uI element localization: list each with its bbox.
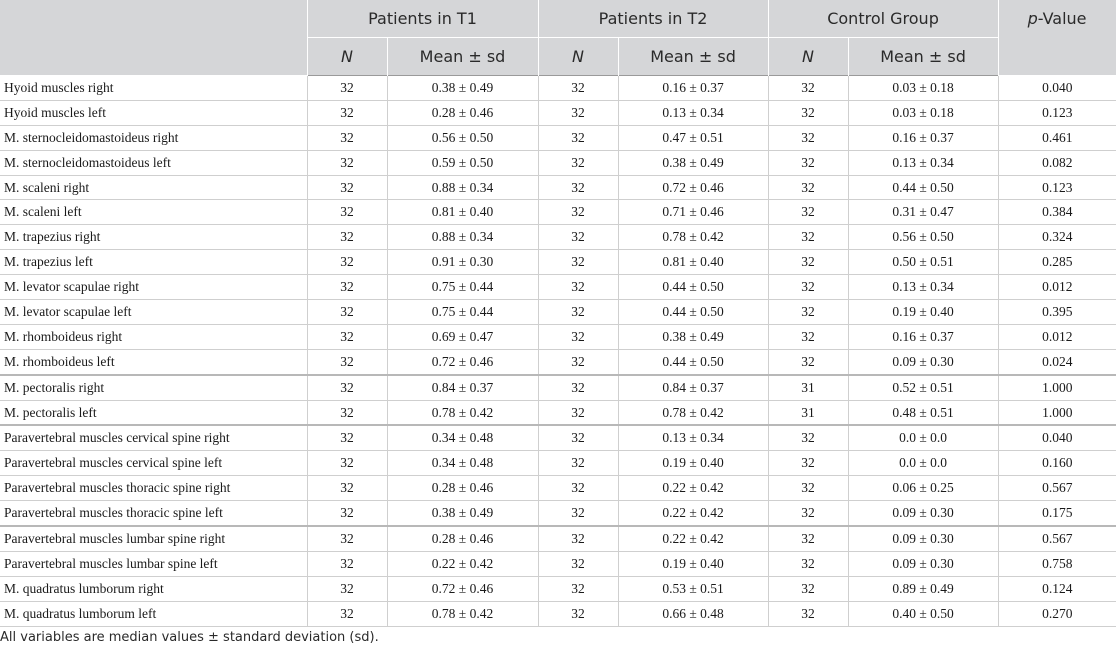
n-control: 32	[768, 100, 848, 125]
n-t2: 32	[538, 349, 618, 374]
n-control: 32	[768, 175, 848, 200]
row-label: M. sternocleidomastoideus right	[0, 125, 307, 150]
mean-control: 0.0 ± 0.0	[848, 425, 998, 450]
table-row	[0, 225, 1116, 250]
mean-control: 0.09 ± 0.30	[848, 526, 998, 551]
n-t2: 32	[538, 400, 618, 425]
row-label: Paravertebral muscles thoracic spine right	[0, 476, 307, 501]
n-t1: 32	[307, 425, 387, 450]
row-label: M. quadratus lumborum right	[0, 576, 307, 601]
n-control: 32	[768, 349, 848, 374]
mean-t1: 0.72 ± 0.46	[387, 349, 538, 374]
table-row	[0, 451, 1116, 476]
mean-t1: 0.75 ± 0.44	[387, 275, 538, 300]
mean-control: 0.40 ± 0.50	[848, 601, 998, 626]
n-t1: 32	[307, 200, 387, 225]
mean-t1: 0.69 ± 0.47	[387, 324, 538, 349]
mean-control: 0.16 ± 0.37	[848, 125, 998, 150]
mean-t1: 0.34 ± 0.48	[387, 425, 538, 450]
n-t2: 32	[538, 526, 618, 551]
header-group-t1: Patients in T1	[307, 0, 538, 38]
mean-control: 0.56 ± 0.50	[848, 225, 998, 250]
mean-t2: 0.13 ± 0.34	[618, 425, 768, 450]
p-value: 0.123	[998, 175, 1116, 200]
n-control: 32	[768, 601, 848, 626]
p-value: 0.160	[998, 451, 1116, 476]
header-p-value	[998, 0, 1116, 76]
mean-control: 0.50 ± 0.51	[848, 250, 998, 275]
n-t1: 32	[307, 76, 387, 101]
n-t1: 32	[307, 551, 387, 576]
mean-t2: 0.22 ± 0.42	[618, 501, 768, 526]
row-label: Paravertebral muscles cervical spine left	[0, 451, 307, 476]
row-label: M. trapezius right	[0, 225, 307, 250]
mean-t1: 0.91 ± 0.30	[387, 250, 538, 275]
n-t1: 32	[307, 349, 387, 374]
n-t1: 32	[307, 125, 387, 150]
n-t2: 32	[538, 501, 618, 526]
n-t1: 32	[307, 300, 387, 325]
n-control: 32	[768, 200, 848, 225]
n-t1: 32	[307, 400, 387, 425]
n-t2: 32	[538, 100, 618, 125]
mean-t2: 0.19 ± 0.40	[618, 451, 768, 476]
p-value: 0.040	[998, 425, 1116, 450]
n-control: 32	[768, 76, 848, 101]
mean-t2: 0.84 ± 0.37	[618, 375, 768, 400]
row-label: Hyoid muscles right	[0, 76, 307, 101]
header-mean-t1: Mean ± sd	[387, 38, 538, 76]
n-t2: 32	[538, 250, 618, 275]
mean-t1: 0.81 ± 0.40	[387, 200, 538, 225]
p-value: 0.395	[998, 300, 1116, 325]
n-control: 32	[768, 476, 848, 501]
n-t1: 32	[307, 250, 387, 275]
mean-t2: 0.78 ± 0.42	[618, 400, 768, 425]
mean-t2: 0.19 ± 0.40	[618, 551, 768, 576]
mean-t1: 0.28 ± 0.46	[387, 476, 538, 501]
mean-control: 0.09 ± 0.30	[848, 501, 998, 526]
p-value: 0.758	[998, 551, 1116, 576]
row-label: M. trapezius left	[0, 250, 307, 275]
header-p-italic: p	[1027, 9, 1038, 28]
p-value: 0.285	[998, 250, 1116, 275]
p-value: 0.175	[998, 501, 1116, 526]
n-control: 31	[768, 375, 848, 400]
n-t2: 32	[538, 576, 618, 601]
table-row	[0, 551, 1116, 576]
header-mean-t2: Mean ± sd	[618, 38, 768, 76]
table-row	[0, 425, 1116, 450]
n-t1: 32	[307, 501, 387, 526]
mean-control: 0.09 ± 0.30	[848, 551, 998, 576]
header-corner	[0, 0, 307, 76]
n-control: 32	[768, 125, 848, 150]
mean-t1: 0.88 ± 0.34	[387, 175, 538, 200]
table-row	[0, 349, 1116, 374]
mean-t2: 0.78 ± 0.42	[618, 225, 768, 250]
table-header	[0, 0, 1116, 76]
mean-control: 0.13 ± 0.34	[848, 275, 998, 300]
table-row	[0, 476, 1116, 501]
mean-t2: 0.66 ± 0.48	[618, 601, 768, 626]
mean-t2: 0.47 ± 0.51	[618, 125, 768, 150]
mean-control: 0.13 ± 0.34	[848, 150, 998, 175]
n-t1: 32	[307, 476, 387, 501]
n-t2: 32	[538, 601, 618, 626]
mean-t1: 0.38 ± 0.49	[387, 76, 538, 101]
n-t1: 32	[307, 225, 387, 250]
table-row	[0, 400, 1116, 425]
n-t1: 32	[307, 324, 387, 349]
row-label: M. sternocleidomastoideus left	[0, 150, 307, 175]
n-t1: 32	[307, 275, 387, 300]
n-t1: 32	[307, 451, 387, 476]
table-row	[0, 300, 1116, 325]
table-row	[0, 125, 1116, 150]
mean-t1: 0.78 ± 0.42	[387, 601, 538, 626]
n-t1: 32	[307, 601, 387, 626]
mean-t1: 0.72 ± 0.46	[387, 576, 538, 601]
header-group-control: Control Group	[768, 0, 998, 38]
mean-control: 0.06 ± 0.25	[848, 476, 998, 501]
mean-t2: 0.53 ± 0.51	[618, 576, 768, 601]
n-t1: 32	[307, 576, 387, 601]
p-value: 0.384	[998, 200, 1116, 225]
n-t1: 32	[307, 150, 387, 175]
mean-t1: 0.28 ± 0.46	[387, 526, 538, 551]
p-value: 0.461	[998, 125, 1116, 150]
mean-control: 0.89 ± 0.49	[848, 576, 998, 601]
mean-t1: 0.84 ± 0.37	[387, 375, 538, 400]
p-value: 1.000	[998, 400, 1116, 425]
mean-t2: 0.44 ± 0.50	[618, 275, 768, 300]
p-value: 0.082	[998, 150, 1116, 175]
table-footnote: All variables are median values ± standard deviation (sd).	[0, 630, 379, 645]
table-row	[0, 501, 1116, 526]
row-label: M. rhomboideus left	[0, 349, 307, 374]
n-t2: 32	[538, 125, 618, 150]
mean-t1: 0.22 ± 0.42	[387, 551, 538, 576]
mean-t2: 0.22 ± 0.42	[618, 526, 768, 551]
n-control: 32	[768, 576, 848, 601]
row-label: M. levator scapulae left	[0, 300, 307, 325]
mean-control: 0.09 ± 0.30	[848, 349, 998, 374]
n-control: 31	[768, 400, 848, 425]
mean-control: 0.44 ± 0.50	[848, 175, 998, 200]
mean-t2: 0.44 ± 0.50	[618, 349, 768, 374]
table-body	[0, 76, 1116, 627]
header-p-rest: -Value	[1037, 9, 1087, 28]
mean-t1: 0.34 ± 0.48	[387, 451, 538, 476]
n-t2: 32	[538, 551, 618, 576]
mean-t2: 0.38 ± 0.49	[618, 150, 768, 175]
row-label: M. levator scapulae right	[0, 275, 307, 300]
p-value: 0.012	[998, 275, 1116, 300]
n-t2: 32	[538, 300, 618, 325]
row-label: M. pectoralis right	[0, 375, 307, 400]
mean-t2: 0.44 ± 0.50	[618, 300, 768, 325]
p-value: 0.024	[998, 349, 1116, 374]
table-row	[0, 576, 1116, 601]
n-control: 32	[768, 425, 848, 450]
row-label: Hyoid muscles left	[0, 100, 307, 125]
mean-control: 0.16 ± 0.37	[848, 324, 998, 349]
table-row	[0, 175, 1116, 200]
mean-control: 0.52 ± 0.51	[848, 375, 998, 400]
n-control: 32	[768, 451, 848, 476]
table-row	[0, 150, 1116, 175]
mean-control: 0.19 ± 0.40	[848, 300, 998, 325]
header-group-t2: Patients in T2	[538, 0, 768, 38]
n-control: 32	[768, 150, 848, 175]
n-control: 32	[768, 225, 848, 250]
header-mean-control: Mean ± sd	[848, 38, 998, 76]
row-label: M. pectoralis left	[0, 400, 307, 425]
mean-t1: 0.59 ± 0.50	[387, 150, 538, 175]
n-control: 32	[768, 526, 848, 551]
mean-control: 0.31 ± 0.47	[848, 200, 998, 225]
mean-t2: 0.81 ± 0.40	[618, 250, 768, 275]
n-t1: 32	[307, 526, 387, 551]
mean-t2: 0.38 ± 0.49	[618, 324, 768, 349]
n-t2: 32	[538, 76, 618, 101]
p-value: 0.324	[998, 225, 1116, 250]
n-t2: 32	[538, 451, 618, 476]
table-row	[0, 250, 1116, 275]
n-t2: 32	[538, 375, 618, 400]
n-control: 32	[768, 250, 848, 275]
row-label: Paravertebral muscles lumbar spine right	[0, 526, 307, 551]
table-row	[0, 375, 1116, 400]
p-value: 1.000	[998, 375, 1116, 400]
n-control: 32	[768, 501, 848, 526]
p-value: 0.567	[998, 526, 1116, 551]
n-t2: 32	[538, 200, 618, 225]
table-row	[0, 100, 1116, 125]
table-row	[0, 76, 1116, 101]
table-row	[0, 601, 1116, 626]
n-t2: 32	[538, 476, 618, 501]
mean-t1: 0.78 ± 0.42	[387, 400, 538, 425]
row-label: M. rhomboideus right	[0, 324, 307, 349]
n-t2: 32	[538, 425, 618, 450]
mean-t1: 0.75 ± 0.44	[387, 300, 538, 325]
mean-control: 0.03 ± 0.18	[848, 76, 998, 101]
table-row	[0, 324, 1116, 349]
row-label: Paravertebral muscles lumbar spine left	[0, 551, 307, 576]
mean-t2: 0.22 ± 0.42	[618, 476, 768, 501]
mean-t1: 0.56 ± 0.50	[387, 125, 538, 150]
n-t2: 32	[538, 275, 618, 300]
n-control: 32	[768, 275, 848, 300]
table-row	[0, 526, 1116, 551]
header-n-control: N	[768, 38, 848, 76]
n-t2: 32	[538, 175, 618, 200]
n-control: 32	[768, 324, 848, 349]
p-value: 0.124	[998, 576, 1116, 601]
n-t1: 32	[307, 375, 387, 400]
n-t2: 32	[538, 225, 618, 250]
mean-t1: 0.88 ± 0.34	[387, 225, 538, 250]
p-value: 0.123	[998, 100, 1116, 125]
n-control: 32	[768, 300, 848, 325]
mean-t1: 0.28 ± 0.46	[387, 100, 538, 125]
table-row	[0, 200, 1116, 225]
p-value: 0.270	[998, 601, 1116, 626]
p-value: 0.567	[998, 476, 1116, 501]
n-control: 32	[768, 551, 848, 576]
mean-control: 0.0 ± 0.0	[848, 451, 998, 476]
p-value: 0.040	[998, 76, 1116, 101]
row-label: Paravertebral muscles cervical spine right	[0, 425, 307, 450]
mean-t1: 0.38 ± 0.49	[387, 501, 538, 526]
header-n-t1: N	[307, 38, 387, 76]
mean-control: 0.48 ± 0.51	[848, 400, 998, 425]
table-row	[0, 275, 1116, 300]
row-label: M. scaleni left	[0, 200, 307, 225]
row-label: M. quadratus lumborum left	[0, 601, 307, 626]
n-t2: 32	[538, 324, 618, 349]
mean-t2: 0.13 ± 0.34	[618, 100, 768, 125]
row-label: Paravertebral muscles thoracic spine left	[0, 501, 307, 526]
row-label: M. scaleni right	[0, 175, 307, 200]
mean-control: 0.03 ± 0.18	[848, 100, 998, 125]
n-t2: 32	[538, 150, 618, 175]
n-t1: 32	[307, 175, 387, 200]
p-value: 0.012	[998, 324, 1116, 349]
n-t1: 32	[307, 100, 387, 125]
mean-t2: 0.72 ± 0.46	[618, 175, 768, 200]
header-n-t2: N	[538, 38, 618, 76]
mean-t2: 0.71 ± 0.46	[618, 200, 768, 225]
mean-t2: 0.16 ± 0.37	[618, 76, 768, 101]
